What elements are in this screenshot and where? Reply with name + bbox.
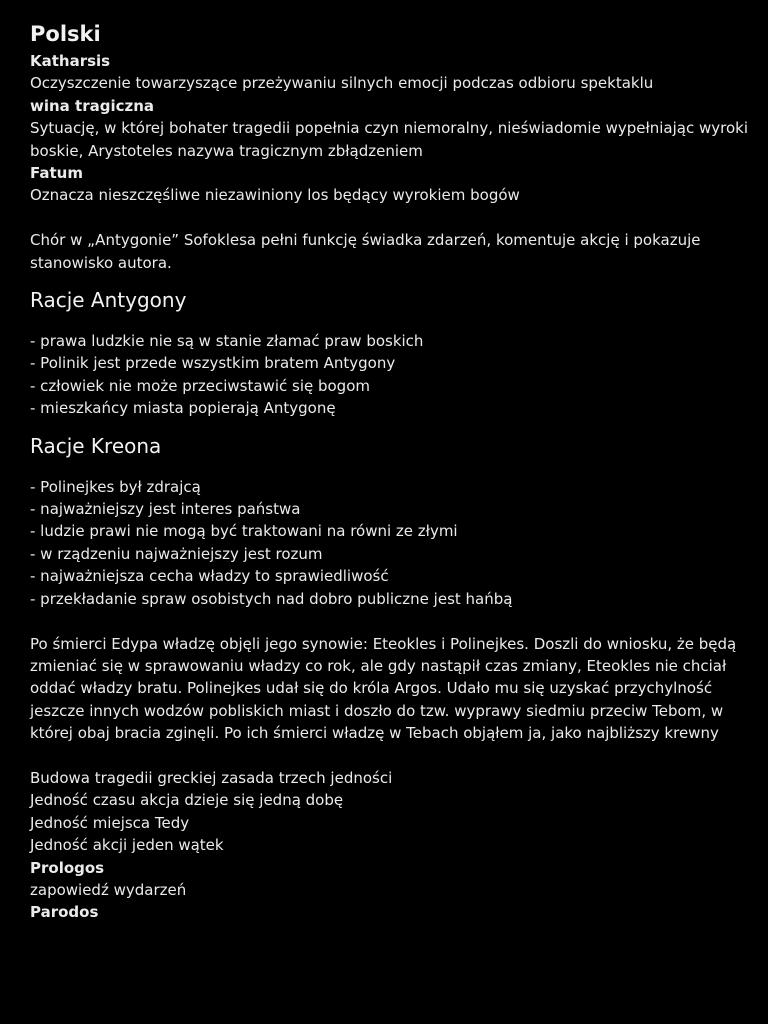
- heading-racje-kreona: Racje Kreona: [30, 433, 162, 458]
- empty-line: [30, 745, 738, 767]
- term-fatum: Fatum: [30, 164, 83, 183]
- story-paragraph-line: oddać władzy bratu. Polinejkes udał się do króla Argos. Udało mu się uzyskać przychylność: [30, 679, 713, 698]
- term-parodos: Parodos: [30, 903, 99, 922]
- budowa-line: Jedność akcji jeden wątek: [30, 836, 224, 855]
- heading-racje-antygony: Racje Antygony: [30, 288, 187, 313]
- term-wina-tragiczna: wina tragiczna: [30, 96, 155, 115]
- list-item: - Polinejkes był zdrajcą: [30, 477, 201, 496]
- empty-line: [30, 610, 738, 632]
- definition-wina-tragiczna-line-1: Sytuację, w której bohater tragedii popełnia czyn niemoralny, nieświadomie wypełniając wyroki: [30, 119, 748, 138]
- definition-wina-tragiczna-line-2: boskie, Arystoteles nazywa tragicznym zbłądzeniem: [30, 141, 423, 160]
- definition-fatum: Oznacza nieszczęśliwe niezawiniony los będący wyrokiem bogów: [30, 186, 520, 205]
- note-title: Polski: [30, 22, 101, 46]
- list-item: - ludzie prawi nie mogą być traktowani na równi ze złymi: [30, 522, 458, 541]
- story-paragraph-line: Po śmierci Edypa władzę objęli jego synowie: Eteokles i Polinejkes. Doszli do wniosku, że będą: [30, 634, 737, 653]
- term-prologos: Prologos: [30, 858, 105, 877]
- budowa-line: Jedność czasu akcja dzieje się jedną dobę: [30, 791, 344, 810]
- empty-line: [30, 420, 738, 432]
- empty-line: [30, 460, 738, 476]
- chor-paragraph-line-2: stanowisko autora.: [30, 253, 172, 272]
- chor-paragraph-line-1: Chór w „Antygonie” Sofoklesa pełni funkcję świadka zdarzeń, komentuje akcję i pokazuje: [30, 231, 701, 250]
- empty-line: [30, 274, 738, 286]
- story-paragraph-line: zmieniać się w sprawowaniu władzy co rok, ale gdy nastąpił czas zmiany, Eteokles nie chciał: [30, 656, 727, 675]
- budowa-line: Budowa tragedii greckiej zasada trzech jedności: [30, 768, 393, 787]
- definition-prologos: zapowiedź wydarzeń: [30, 880, 187, 899]
- list-item: - najważniejsza cecha władzy to sprawiedliwość: [30, 567, 389, 586]
- empty-line: [30, 314, 738, 330]
- list-item: - najważniejszy jest interes państwa: [30, 500, 301, 519]
- empty-line: [30, 207, 738, 229]
- list-item: - Polinik jest przede wszystkim bratem Antygony: [30, 354, 396, 373]
- story-paragraph-line: jeszcze innych wodzów pobliskich miast i doszło do tzw. wyprawy siedmiu przeciw Tebom, w: [30, 701, 724, 720]
- list-item: - prawa ludzkie nie są w stanie złamać praw boskich: [30, 332, 424, 351]
- list-item: - przekładanie spraw osobistych nad dobro publiczne jest hańbą: [30, 589, 513, 608]
- budowa-line: Jedność miejsca Tedy: [30, 813, 190, 832]
- definition-katharsis: Oczyszczenie towarzyszące przeżywaniu silnych emocji podczas odbioru spektaklu: [30, 74, 654, 93]
- story-paragraph-line: której obaj bracia zginęli. Po ich śmierci władzę w Tebach objąłem ja, jako najbliższy krewny: [30, 724, 719, 743]
- list-item: - mieszkańcy miasta popierają Antygonę: [30, 399, 336, 418]
- list-item: - w rządzeniu najważniejszy jest rozum: [30, 544, 323, 563]
- list-item: - człowiek nie może przeciwstawić się bogom: [30, 376, 370, 395]
- term-katharsis: Katharsis: [30, 52, 111, 70]
